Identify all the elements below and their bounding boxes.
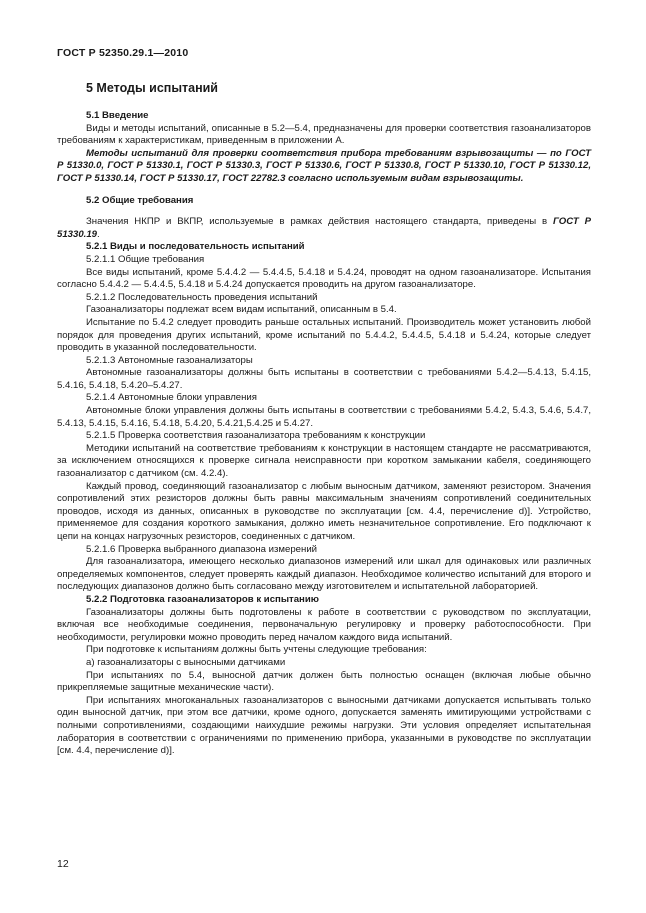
page-number: 12 xyxy=(57,858,69,870)
paragraph: Для газоанализатора, имеющего несколько диапазонов измерений или шкал для одинаковых или различных определяемых компонентов, следует проверять каждый диапазон. Необходимое количество испытаний для второго и последующих диапазонов должно быть согласовано между изготовителем и испытательной лабораторией. xyxy=(57,556,591,593)
standard-reference: ГОСТ Р 51330.19 xyxy=(57,216,591,240)
paragraph: При испытаниях многоканальных газоанализаторов с выносными датчиками допускается испытывать только один выносной датчик, при этом все датчики, кроме одного, допускается заменять имитирующими устройствами с полными сопротивлениями, создающими наихудшие режимы нагрузки. Эти условия определяет испытательная лаборатория в соответствии с ограничениями по применению прибора, указанными в руководстве по эксплуатации [см. 4.4, перечисление d)]. xyxy=(57,694,591,757)
clause-heading: 5.2.1.2 Последовательность проведения испытаний xyxy=(86,291,318,303)
paragraph: При испытаниях по 5.4, выносной датчик должен быть полностью оснащен (включая любые обычно прикрепляемые защитные механические части). xyxy=(57,669,591,694)
subsection-heading: 5.1 Введение xyxy=(86,110,149,121)
subsection-heading: 5.2.2 Подготовка газоанализаторов к испытанию xyxy=(86,593,319,605)
section-title: 5 Методы испытаний xyxy=(86,81,218,95)
clause-heading: 5.2.1.4 Автономные блоки управления xyxy=(86,392,257,404)
paragraph: Все виды испытаний, кроме 5.4.4.2 — 5.4.4.5, 5.4.18 и 5.4.24, проводят на одном газоанализаторе. Испытания согласно 5.4.4.2 — 5.4.4.5, 5.4.18 и 5.4.24 допускается проводить на другом газоанализаторе. xyxy=(57,266,591,291)
document-body xyxy=(57,80,591,758)
paragraph: Автономные блоки управления должны быть испытаны в соответствии с требованиями 5.4.2, 5.4.3, 5.4.6, 5.4.7, 5.4.13, 5.4.15, 5.4.16, 5.4.18, 5.4.20, 5.4.21,5.4.25 и 5.4.27. xyxy=(57,405,591,429)
text-run: . xyxy=(97,228,100,240)
paragraph: Методики испытаний на соответствие требованиям к конструкции в настоящем стандарте не рассматриваются, за исключением относящихся к проверке сигнала неисправности при коротком замыкании кабеля, соединяющего газоанализатор с датчиком (см. 4.2.4). xyxy=(57,442,591,480)
paragraph: Испытание по 5.4.2 следует проводить раньше остальных испытаний. Производитель может установить любой порядок для проведения других испытаний, кроме испытаний по 5.4.4.2, 5.4.4.5, 5.4.18 и 5.4.24, которые следует проводить в указанной последовательности. xyxy=(57,316,591,354)
paragraph: При подготовке к испытаниям должны быть учтены следующие требования: xyxy=(86,644,427,656)
paragraph-italic: Методы испытаний для проверки соответствия прибора требованиям взрывозащиты — по ГОСТ Р 51330.0, ГОСТ Р 51330.1, ГОСТ Р 51330.3, ГОСТ Р 51330.6, ГОСТ Р 51330.8, ГОСТ Р 51330.10, ГОСТ Р 51330.12, ГОСТ Р 51330.14, ГОСТ Р 51330.17, ГОСТ 22782.3 согласно используемым видам взрывозащиты. xyxy=(57,147,591,184)
paragraph: Газоанализаторы должны быть подготовлены к работе в соответствии с руководством по эксплуатации, включая все необходимые соединения, первоначальную регулировку и проверку работоспособности. При необходимости, регулировки можно проводить перед началом каждого вида испытаний. xyxy=(57,606,591,643)
document-header: ГОСТ Р 52350.29.1—2010 xyxy=(57,47,189,59)
clause-heading: 5.2.1.6 Проверка выбранного диапазона измерений xyxy=(86,543,318,555)
paragraph: Автономные газоанализаторы должны быть испытаны в соответствии с требованиями 5.4.2—5.4.13, 5.4.15, 5.4.16, 5.4.18, 5.4.20–5.4.27. xyxy=(57,367,591,391)
paragraph xyxy=(57,216,591,241)
paragraph: Газоанализаторы подлежат всем видам испытаний, описанным в 5.4. xyxy=(86,304,397,316)
list-item: а) газоанализаторы с выносными датчиками xyxy=(86,656,286,668)
subsection-heading: 5.2 Общие требования xyxy=(86,194,194,206)
paragraph: Виды и методы испытаний, описанные в 5.2—5.4, предназначены для проверки соответствия газоанализаторов требованиям к характеристикам, приведенным в приложении А. xyxy=(57,122,591,147)
text-run: Значения НКПР и ВКПР, используемые в рамках действия настоящего стандарта, приведены в xyxy=(86,216,554,228)
clause-heading: 5.2.1.1 Общие требования xyxy=(86,253,205,265)
subsection-heading: 5.2.1 Виды и последовательность испытаний xyxy=(86,241,305,253)
clause-heading: 5.2.1.5 Проверка соответствия газоанализатора требованиям к конструкции xyxy=(86,430,426,442)
clause-heading: 5.2.1.3 Автономные газоанализаторы xyxy=(86,354,253,366)
paragraph: Каждый провод, соединяющий газоанализатор с любым выносным датчиком, заменяют резистором. Значения сопротивлений этих резисторов должны быть равны максимальным значениям сопротивлений соединительных проводов, исходя из данных, описанных в руководстве по эксплуатации [см. 4.4, перечисление d)]. Устройство, применяемое для создания короткого замыкания, должно иметь незначительное сопротивление. Его подключают к цепи на концах нагрузочных резисторов, соединенных с датчиком. xyxy=(57,480,591,542)
